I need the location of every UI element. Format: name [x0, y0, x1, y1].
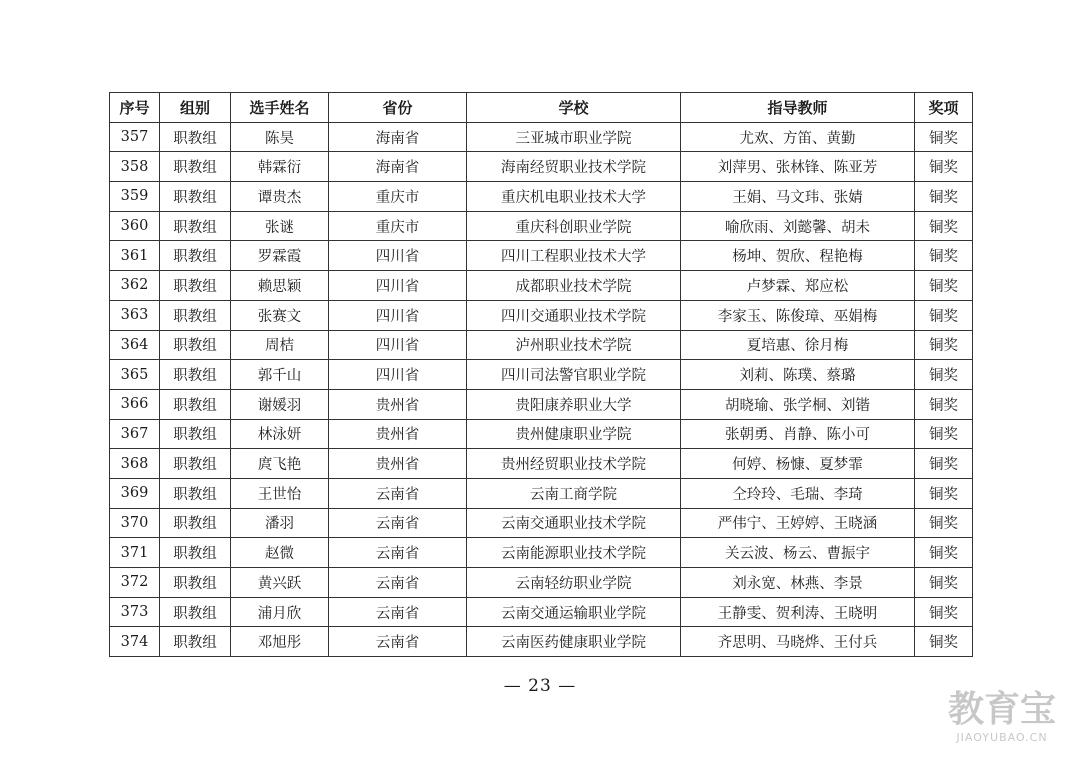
cell-province: 重庆市 — [329, 182, 467, 212]
cell-serial: 360 — [110, 211, 160, 241]
cell-serial: 361 — [110, 241, 160, 271]
table-header-row — [110, 93, 973, 123]
cell-contestant: 谢媛羽 — [231, 389, 329, 419]
cell-serial: 364 — [110, 330, 160, 360]
cell-advisors: 胡晓瑜、张学桐、刘锴 — [681, 389, 915, 419]
cell-province: 云南省 — [329, 597, 467, 627]
cell-award: 铜奖 — [915, 627, 973, 657]
header-group: 组别 — [160, 93, 231, 123]
cell-school: 贵州健康职业学院 — [467, 419, 681, 449]
table-body — [110, 122, 973, 656]
cell-award: 铜奖 — [915, 597, 973, 627]
table-row — [110, 122, 973, 152]
cell-advisors: 张朝勇、肖静、陈小可 — [681, 419, 915, 449]
cell-advisors: 刘萍男、张林锋、陈亚芳 — [681, 152, 915, 182]
header-award: 奖项 — [915, 93, 973, 123]
cell-contestant: 王世怡 — [231, 478, 329, 508]
cell-group: 职教组 — [160, 300, 231, 330]
cell-advisors: 齐思明、马晓烨、王付兵 — [681, 627, 915, 657]
watermark-logo-text: 教育宝 — [947, 689, 1057, 730]
cell-school: 云南医药健康职业学院 — [467, 627, 681, 657]
cell-advisors: 严伟宁、王婷婷、王晓涵 — [681, 508, 915, 538]
cell-award: 铜奖 — [915, 271, 973, 301]
cell-group: 职教组 — [160, 330, 231, 360]
cell-contestant: 陈昊 — [231, 122, 329, 152]
cell-award: 铜奖 — [915, 449, 973, 479]
cell-province: 贵州省 — [329, 389, 467, 419]
table-row — [110, 627, 973, 657]
cell-group: 职教组 — [160, 389, 231, 419]
cell-serial: 372 — [110, 568, 160, 598]
cell-advisors: 喻欣雨、刘懿馨、胡未 — [681, 211, 915, 241]
table-row — [110, 508, 973, 538]
table-row — [110, 330, 973, 360]
cell-province: 云南省 — [329, 627, 467, 657]
table-row — [110, 271, 973, 301]
cell-contestant: 张赛文 — [231, 300, 329, 330]
cell-school: 云南轻纺职业学院 — [467, 568, 681, 598]
cell-contestant: 罗霖霞 — [231, 241, 329, 271]
cell-province: 云南省 — [329, 568, 467, 598]
cell-award: 铜奖 — [915, 241, 973, 271]
cell-advisors: 杨坤、贺欣、程艳梅 — [681, 241, 915, 271]
cell-serial: 363 — [110, 300, 160, 330]
cell-contestant: 邓旭彤 — [231, 627, 329, 657]
cell-group: 职教组 — [160, 211, 231, 241]
cell-province: 四川省 — [329, 330, 467, 360]
cell-group: 职教组 — [160, 627, 231, 657]
cell-contestant: 韩霖衍 — [231, 152, 329, 182]
cell-group: 职教组 — [160, 122, 231, 152]
cell-group: 职教组 — [160, 152, 231, 182]
cell-province: 贵州省 — [329, 449, 467, 479]
cell-school: 重庆科创职业学院 — [467, 211, 681, 241]
table-row — [110, 211, 973, 241]
cell-award: 铜奖 — [915, 330, 973, 360]
cell-contestant: 赵微 — [231, 538, 329, 568]
cell-province: 海南省 — [329, 122, 467, 152]
header-contestant: 选手姓名 — [231, 93, 329, 123]
cell-school: 云南工商学院 — [467, 478, 681, 508]
cell-serial: 357 — [110, 122, 160, 152]
cell-contestant: 林泳妍 — [231, 419, 329, 449]
cell-award: 铜奖 — [915, 538, 973, 568]
cell-school: 云南交通职业技术学院 — [467, 508, 681, 538]
cell-contestant: 庹飞艳 — [231, 449, 329, 479]
table-row — [110, 360, 973, 390]
cell-group: 职教组 — [160, 538, 231, 568]
table-row — [110, 389, 973, 419]
table-row — [110, 182, 973, 212]
awards-table — [109, 92, 973, 657]
cell-school: 云南能源职业技术学院 — [467, 538, 681, 568]
cell-school: 四川司法警官职业学院 — [467, 360, 681, 390]
cell-province: 贵州省 — [329, 419, 467, 449]
cell-serial: 365 — [110, 360, 160, 390]
cell-award: 铜奖 — [915, 478, 973, 508]
cell-award: 铜奖 — [915, 360, 973, 390]
cell-group: 职教组 — [160, 508, 231, 538]
cell-advisors: 卢梦霖、郑应松 — [681, 271, 915, 301]
cell-school: 海南经贸职业技术学院 — [467, 152, 681, 182]
cell-school: 重庆机电职业技术大学 — [467, 182, 681, 212]
cell-award: 铜奖 — [915, 122, 973, 152]
cell-advisors: 李家玉、陈俊璋、巫娟梅 — [681, 300, 915, 330]
cell-advisors: 关云波、杨云、曹振宇 — [681, 538, 915, 568]
cell-group: 职教组 — [160, 478, 231, 508]
cell-award: 铜奖 — [915, 300, 973, 330]
cell-award: 铜奖 — [915, 568, 973, 598]
cell-serial: 366 — [110, 389, 160, 419]
cell-contestant: 张谜 — [231, 211, 329, 241]
cell-province: 重庆市 — [329, 211, 467, 241]
cell-serial: 373 — [110, 597, 160, 627]
cell-contestant: 周桔 — [231, 330, 329, 360]
cell-serial: 374 — [110, 627, 160, 657]
watermark-logo — [942, 677, 1062, 749]
cell-province: 海南省 — [329, 152, 467, 182]
cell-advisors: 仝玲玲、毛瑞、李琦 — [681, 478, 915, 508]
cell-group: 职教组 — [160, 360, 231, 390]
table-row — [110, 597, 973, 627]
cell-serial: 368 — [110, 449, 160, 479]
cell-province: 四川省 — [329, 360, 467, 390]
table-row — [110, 419, 973, 449]
cell-group: 职教组 — [160, 449, 231, 479]
cell-province: 四川省 — [329, 241, 467, 271]
cell-serial: 370 — [110, 508, 160, 538]
cell-award: 铜奖 — [915, 508, 973, 538]
table-row — [110, 538, 973, 568]
cell-province: 云南省 — [329, 508, 467, 538]
cell-advisors: 何婷、杨慷、夏梦霏 — [681, 449, 915, 479]
cell-contestant: 潘羽 — [231, 508, 329, 538]
cell-serial: 367 — [110, 419, 160, 449]
cell-school: 贵阳康养职业大学 — [467, 389, 681, 419]
cell-award: 铜奖 — [915, 152, 973, 182]
cell-school: 云南交通运输职业学院 — [467, 597, 681, 627]
table-row — [110, 241, 973, 271]
cell-province: 四川省 — [329, 300, 467, 330]
cell-group: 职教组 — [160, 241, 231, 271]
cell-serial: 362 — [110, 271, 160, 301]
cell-group: 职教组 — [160, 271, 231, 301]
table-row — [110, 568, 973, 598]
cell-advisors: 刘永宽、林燕、李景 — [681, 568, 915, 598]
cell-award: 铜奖 — [915, 419, 973, 449]
cell-province: 云南省 — [329, 538, 467, 568]
cell-school: 三亚城市职业学院 — [467, 122, 681, 152]
cell-award: 铜奖 — [915, 211, 973, 241]
cell-contestant: 黄兴跃 — [231, 568, 329, 598]
table-row — [110, 478, 973, 508]
cell-province: 四川省 — [329, 271, 467, 301]
cell-serial: 358 — [110, 152, 160, 182]
cell-advisors: 刘莉、陈璞、蔡璐 — [681, 360, 915, 390]
cell-advisors: 夏培惠、徐月梅 — [681, 330, 915, 360]
cell-contestant: 浦月欣 — [231, 597, 329, 627]
cell-advisors: 王娟、马文玮、张婧 — [681, 182, 915, 212]
header-school: 学校 — [467, 93, 681, 123]
cell-school: 四川交通职业技术学院 — [467, 300, 681, 330]
cell-award: 铜奖 — [915, 182, 973, 212]
cell-group: 职教组 — [160, 419, 231, 449]
cell-serial: 359 — [110, 182, 160, 212]
cell-group: 职教组 — [160, 597, 231, 627]
header-advisors: 指导教师 — [681, 93, 915, 123]
cell-contestant: 谭贵杰 — [231, 182, 329, 212]
cell-school: 贵州经贸职业技术学院 — [467, 449, 681, 479]
cell-contestant: 赖思颖 — [231, 271, 329, 301]
cell-province: 云南省 — [329, 478, 467, 508]
page-number: — 23 — — [503, 676, 577, 696]
header-province: 省份 — [329, 93, 467, 123]
cell-school: 四川工程职业技术大学 — [467, 241, 681, 271]
header-serial: 序号 — [110, 93, 160, 123]
cell-serial: 369 — [110, 478, 160, 508]
table-row — [110, 300, 973, 330]
cell-contestant: 郭千山 — [231, 360, 329, 390]
cell-group: 职教组 — [160, 568, 231, 598]
cell-award: 铜奖 — [915, 389, 973, 419]
cell-serial: 371 — [110, 538, 160, 568]
cell-advisors: 尤欢、方笛、黄勤 — [681, 122, 915, 152]
watermark-url-text: JIAOYUBAO.CN — [956, 731, 1048, 744]
cell-school: 成都职业技术学院 — [467, 271, 681, 301]
table-row — [110, 449, 973, 479]
cell-school: 泸州职业技术学院 — [467, 330, 681, 360]
cell-advisors: 王静雯、贺利涛、王晓明 — [681, 597, 915, 627]
table-row — [110, 152, 973, 182]
cell-group: 职教组 — [160, 182, 231, 212]
